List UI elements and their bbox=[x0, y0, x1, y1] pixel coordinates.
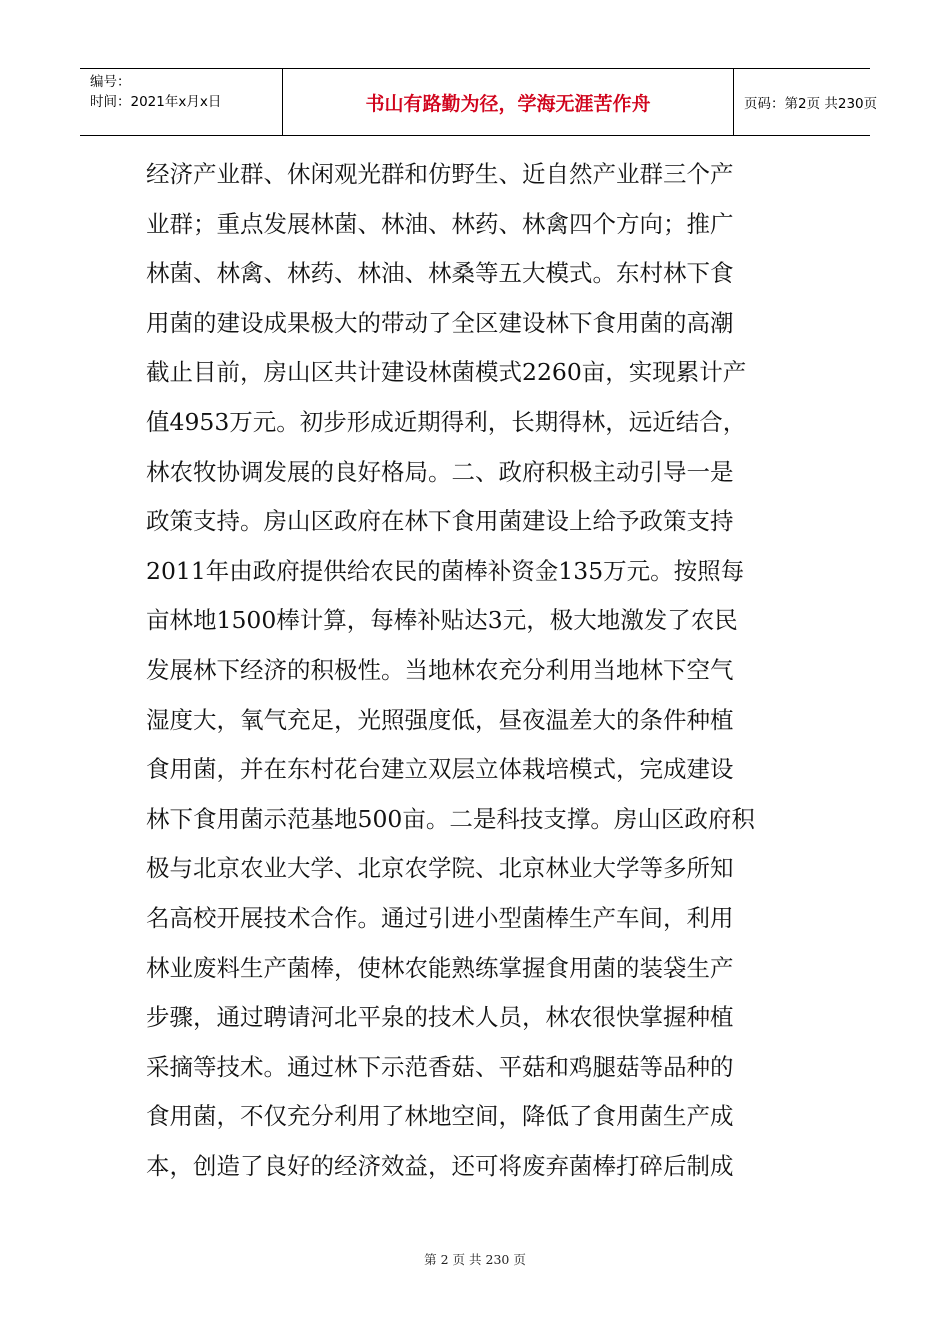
body-line: 本，创造了良好的经济效益，还可将废弃菌棒打碎后制成 bbox=[146, 1151, 734, 1180]
document-header bbox=[80, 68, 878, 136]
page-footer: 第 2 页 共 230 页 bbox=[424, 1252, 526, 1267]
body-line: 食用菌，并在东村花台建立双层立体栽培模式，完成建设 bbox=[146, 755, 734, 784]
document-time-label: 时间：2021年x月x日 bbox=[90, 94, 222, 110]
header-meta bbox=[80, 69, 282, 135]
body-line: 截止目前，房山区共计建设林菌模式2260亩，实现累计产 bbox=[146, 358, 747, 387]
body-line: 湿度大，氧气充足，光照强度低，昼夜温差大的条件种植 bbox=[146, 705, 734, 734]
body-line: 用菌的建设成果极大的带动了全区建设林下食用菌的高潮 bbox=[146, 308, 734, 337]
body-line: 采摘等技术。通过林下示范香菇、平菇和鸡腿菇等品种的 bbox=[146, 1052, 734, 1081]
body-line: 步骤，通过聘请河北平泉的技术人员，林农很快掌握种植 bbox=[146, 1003, 734, 1032]
body-line: 林下食用菌示范基地500亩。二是科技支撑。房山区政府积 bbox=[146, 804, 755, 833]
body-line: 2011年由政府提供给农民的菌棒补资金135万元。按照每 bbox=[146, 556, 745, 585]
body-line: 经济产业群、休闲观光群和仿野生、近自然产业群三个产 bbox=[146, 160, 734, 188]
body-line: 林农牧协调发展的良好格局。二、政府积极主动引导一是 bbox=[146, 457, 734, 486]
body-line: 林业废料生产菌棒，使林农能熟练掌握食用菌的装袋生产 bbox=[146, 953, 734, 982]
document-number-label: 编号： bbox=[90, 74, 131, 90]
body-line: 食用菌，不仅充分利用了林地空间，降低了食用菌生产成 bbox=[146, 1102, 734, 1131]
body-line: 值4953万元。初步形成近期得利，长期得林，远近结合， bbox=[146, 407, 747, 436]
document-body bbox=[146, 150, 806, 1191]
body-line: 政策支持。房山区政府在林下食用菌建设上给予政策支持 bbox=[146, 507, 734, 536]
body-line: 极与北京农业大学、北京农学院、北京林业大学等多所知 bbox=[146, 854, 734, 883]
body-line: 名高校开展技术合作。通过引进小型菌棒生产车间，利用 bbox=[146, 903, 734, 932]
body-line: 亩林地1500棒计算，每棒补贴达3元，极大地激发了农民 bbox=[146, 606, 738, 635]
body-line: 发展林下经济的积极性。当地林农充分利用当地林下空气 bbox=[146, 655, 734, 684]
body-line: 业群；重点发展林菌、林油、林药、林禽四个方向；推广 bbox=[146, 209, 734, 238]
header-page-info: 页码：第2页 共230页 bbox=[744, 96, 878, 112]
body-line: 林菌、林禽、林药、林油、林桑等五大模式。东村林下食 bbox=[146, 259, 734, 288]
header-motto: 书山有路勤为径，学海无涯苦作舟 bbox=[282, 69, 734, 135]
